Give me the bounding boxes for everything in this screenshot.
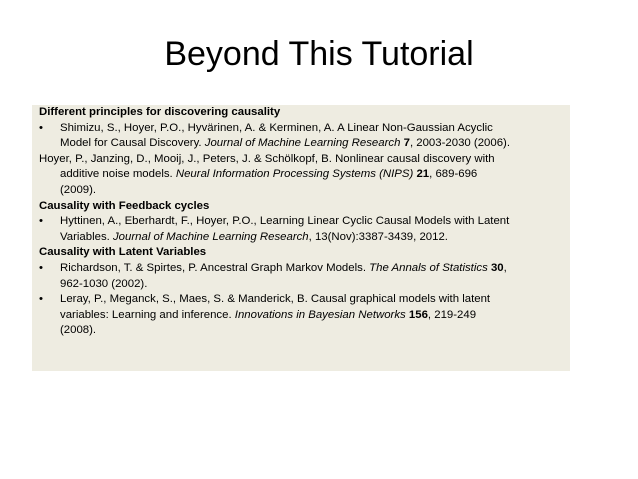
volume-number: 156 — [408, 308, 428, 321]
ref-text: additive noise models. — [60, 168, 176, 181]
ref-line — [39, 167, 570, 183]
ref-text: Richardson, T. & Spirtes, P. Ancestral Graph Markov Models. — [60, 261, 370, 274]
bullet-glyph: • — [39, 261, 43, 274]
journal-name: Innovations in Bayesian Networks — [234, 308, 406, 321]
ref-text: Variables. — [60, 230, 113, 243]
ref-text: , 2003-2030 (2006). — [409, 137, 510, 150]
section-heading-feedback-cycles: Causality with Feedback cycles — [39, 199, 210, 212]
ref-text: , 689-696 — [429, 168, 478, 181]
ref-text: Model for Causal Discovery. — [60, 137, 205, 150]
ref-line: Hoyer, P., Janzing, D., Mooij, J., Peters, J. & Schölkopf, B. Nonlinear causal discovery with — [39, 152, 495, 165]
volume-number: 7 — [403, 137, 410, 150]
bullet-glyph: • — [39, 121, 43, 134]
journal-name: Journal of Machine Learning Research — [112, 230, 309, 243]
reference-hoyer — [39, 152, 570, 199]
bullet-glyph: • — [39, 215, 43, 228]
volume-number: 30 — [490, 261, 504, 274]
reference-hyttinen — [39, 214, 570, 245]
reference-leray — [39, 292, 570, 339]
section-heading-different-principles: Different principles for discovering causality — [39, 106, 281, 118]
bullet-glyph: • — [39, 293, 43, 306]
ref-line: Shimizu, S., Hoyer, P.O., Hyvärinen, A. & Kerminen, A. A Linear Non-Gaussian Acyclic — [60, 121, 493, 134]
slide-title: Beyond This Tutorial — [164, 35, 474, 73]
ref-text: , 219-249 — [427, 308, 477, 321]
reference-richardson — [39, 261, 570, 292]
references-box — [32, 105, 570, 371]
ref-text: , 13(Nov):3387-3439, 2012. — [308, 230, 448, 243]
volume-number: 21 — [416, 168, 430, 181]
ref-line — [60, 230, 570, 246]
ref-text: variables: Learning and inference. — [60, 308, 235, 321]
ref-line — [60, 308, 570, 324]
section-heading-latent-variables: Causality with Latent Variables — [39, 246, 207, 259]
reference-shimizu — [39, 121, 570, 152]
ref-line: (2008). — [60, 324, 97, 337]
ref-text: , — [503, 261, 507, 274]
journal-name: The Annals of Statistics — [369, 261, 488, 274]
journal-name: Journal of Machine Learning Research — [204, 137, 401, 150]
ref-line — [60, 261, 570, 277]
ref-line — [60, 136, 570, 152]
journal-name: Neural Information Processing Systems (NIPS) — [175, 168, 414, 181]
ref-line: Hyttinen, A., Eberhardt, F., Hoyer, P.O., Learning Linear Cyclic Causal Models with Latent — [60, 215, 510, 228]
ref-line: Leray, P., Meganck, S., Maes, S. & Manderick, B. Causal graphical models with latent — [60, 293, 491, 306]
ref-line: (2009). — [60, 183, 97, 196]
ref-line: 962-1030 (2002). — [60, 277, 148, 290]
